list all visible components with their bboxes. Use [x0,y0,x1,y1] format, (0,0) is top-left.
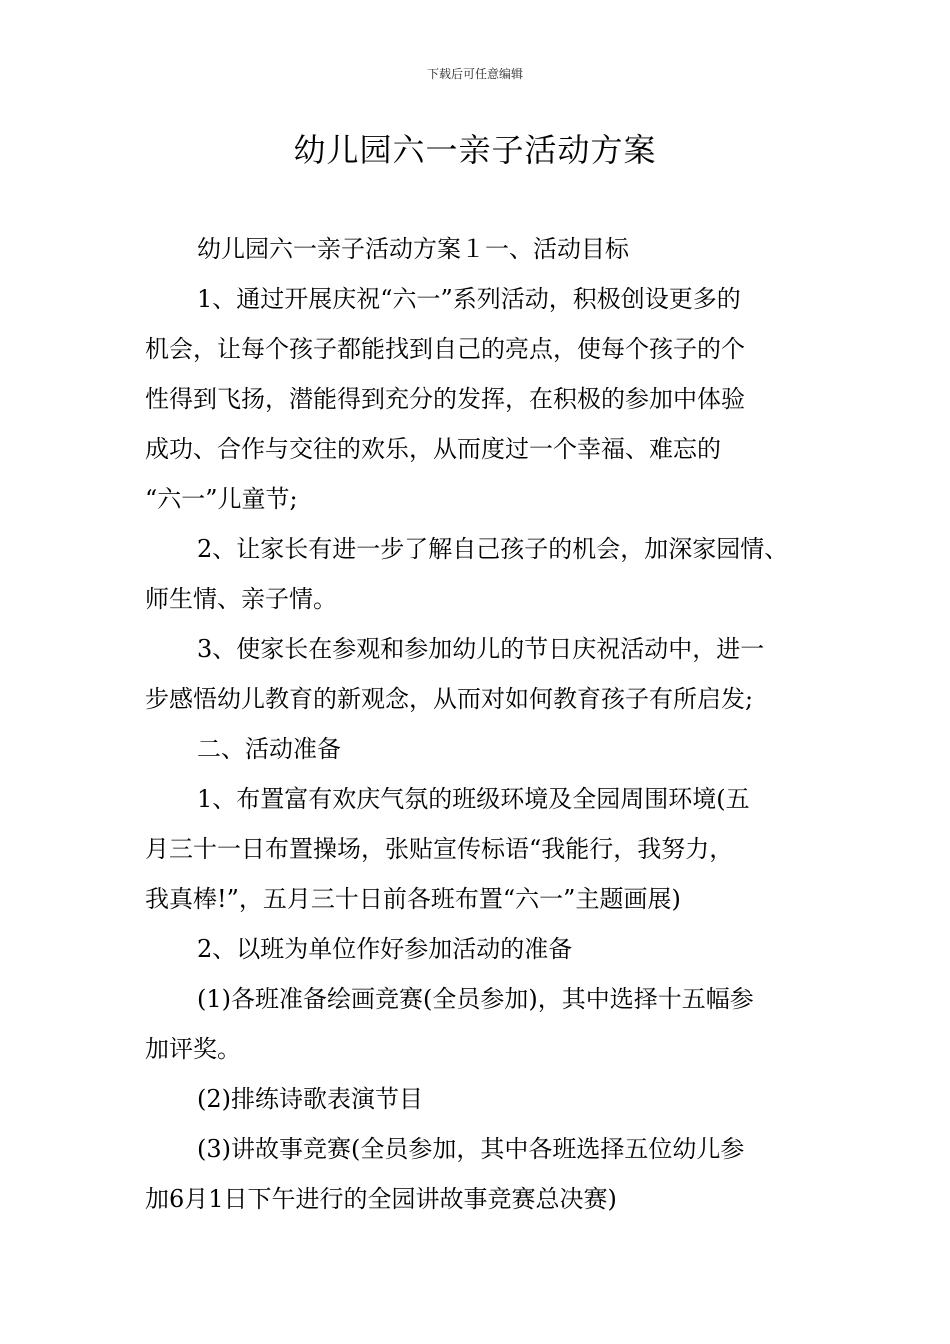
body-line: (1)各班准备绘画竞赛(全员参加)，其中选择十五幅参 [197,985,754,1013]
body-line: 2、以班为单位作好参加活动的准备 [197,935,573,963]
body-line: 1、通过开展庆祝“六一”系列活动，积极创设更多的 [197,285,741,313]
body-line: 成功、合作与交往的欢乐，从而度过一个幸福、难忘的 [145,435,721,463]
page-header-note: 下载后可任意编辑 [426,67,523,81]
body-line: 机会，让每个孩子都能找到自己的亮点，使每个孩子的个 [145,335,745,363]
document-title: 幼儿园六一亲子活动方案 [293,131,657,169]
body-line: 3、使家长在参观和参加幼儿的节日庆祝活动中，进一 [197,635,765,663]
body-line: 1、布置富有欢庆气氛的班级环境及全园周围环境(五 [197,785,750,813]
body-line: 步感悟幼儿教育的新观念，从而对如何教育孩子有所启发; [145,685,754,713]
body-line: 幼儿园六一亲子活动方案１一、活动目标 [197,235,629,263]
body-line: “六一”儿童节; [145,485,298,513]
document-body [145,224,825,1224]
body-line: 月三十一日布置操场，张贴宣传标语“我能行，我努力， [145,835,734,863]
body-line: 2、让家长有进一步了解自己孩子的机会，加深家园情、 [197,535,789,563]
body-line: 我真棒!”，五月三十日前各班布置“六一”主题画展) [145,885,681,913]
body-line: (2)排练诗歌表演节目 [197,1085,423,1113]
section-heading: 二、活动准备 [197,735,341,763]
body-line: 加6月1日下午进行的全园讲故事竞赛总决赛) [145,1185,617,1213]
body-line: (3)讲故事竞赛(全员参加，其中各班选择五位幼儿参 [197,1135,745,1163]
body-line: 性得到飞扬，潜能得到充分的发挥，在积极的参加中体验 [145,385,745,413]
body-line: 加评奖。 [145,1035,241,1063]
body-line: 师生情、亲子情。 [145,585,337,613]
